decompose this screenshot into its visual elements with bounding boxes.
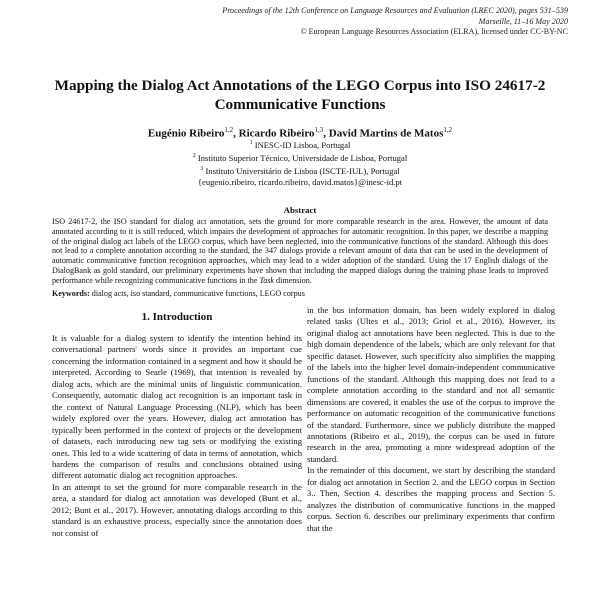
header-line-3: © European Language Resources Association (ELRA), licensed under CC-BY-NC	[300, 27, 568, 37]
affiliation-line	[30, 151, 570, 164]
header-line-1: Proceedings of the 12th Conference on Language Resources and Evaluation (LREC 2020), pages 531–539	[222, 6, 568, 15]
author-separator: ,	[233, 127, 239, 140]
paragraph: in the bus information domain, has been widely explored in dialog related tasks (Ultes et al., 2013; Griol et al., 2016). However, its original dialog act annotations have been neglected. This is due to the high domain dependence of the labels, which are only relevant for that specific dataset. However, such specificity also simplifies the mapping of the labels into the higher level domain-independent communicative functions of the standard. Although this mapping does not lead to a complete annotation according to the standard and not all semantic dimensions are covered, it enables the use of the corpus to improve the performance on automatic recognition of the communicative functions of the standard. Furthermore, since we publicly distribute the mapped annotations (Ribeiro et al., 2019), the corpus can be used in future research in the area, promoting a more widespread adoption of the standard.	[307, 305, 555, 464]
paragraph: In the remainder of this document, we start by describing the standard for dialog act annotation in Section 2. and the LEGO corpus in Section 3.. Then, Section 4. describes the mapping process and Section 5. analyzes the distribution of communicative functions in the mapped corpus. Section 6. describes our preliminary experiments that confirm that the	[307, 465, 555, 533]
affiliations	[30, 138, 570, 189]
affiliation-sup: 2	[192, 153, 196, 160]
abstract-italic-term: Task	[259, 275, 274, 285]
affiliation-text: Instituto Superior Técnico, Universidade de Lisboa, Portugal	[197, 153, 408, 164]
author-affil-sup: 1,2	[443, 126, 453, 134]
header-line-2: Marseille, 11–16 May 2020	[478, 16, 568, 26]
left-column	[52, 333, 302, 539]
affiliation-sup: 3	[200, 166, 204, 173]
keywords-label: Keywords:	[52, 289, 90, 298]
keywords	[52, 289, 548, 299]
paragraph: In an attempt to set the ground for more comparable research in the area, a standard for dialog act annotation was developed (Bunt et al., 2012; Bunt et al., 2017). However, annotating dialogs according to this standard is an exhaustive process, especially since the annotation does not consist of	[52, 481, 302, 538]
author-name: Ricardo Ribeiro	[238, 127, 315, 140]
abstract-tail: dimension.	[274, 275, 312, 285]
abstract-text	[52, 217, 548, 286]
keywords-text: dialog acts, iso standard, communicative functions, LEGO corpus	[89, 289, 305, 298]
section-heading-introduction: 1. Introduction	[141, 311, 213, 323]
proceedings-header	[208, 6, 568, 38]
author-affil-sup: 1,3	[314, 126, 324, 134]
abstract-body: ISO 24617-2, the ISO standard for dialog act annotation, sets the ground for more comparable research in the area. However, the amount of data annotated according to it is still reduced, which impairs the development of approaches for automatic recognition. In this paper, we describe a mapping of the original dialog act labels of the LEGO corpus, which have been neglected, into the communicative functions of the standard. Although this does not lead to a complete annotation according to the standard, the 347 dialogs provide a relevant amount of data that can be used in the development of automatic communicative function recognition approaches, which may lead to a wider adoption of the standard. Using the 17 English dialogs of the DialogBank as gold standard, our preliminary experiments have shown that including the mapped dialogs during the training phase leads to improved performance while recognizing communicative functions in the	[52, 217, 548, 285]
author-emails: {eugenio.ribeiro, ricardo.ribeiro, david.matos}@inesc-id.pt	[197, 177, 403, 188]
paragraph: It is valuable for a dialog system to identify the intention behind its conversational partners' words since it provides an important cue concerning the information contained in a segment and how it should be interpreted. According to Searle (1969), that intention is revealed by dialog acts, which are the minimal units of linguistic communication. Consequently, automatic dialog act recognition is an important task in the context of Natural Language Processing (NLP), which has been widely explored over the years. However, dialog act annotation has typically been performed in the context of projects or the development of datasets, each introducing new tag sets or modifying the existing ones. This led to a wide scattering of data in terms of annotation, which hardens the comparison of results and conclusions obtained using different automatic dialog act recognition approaches.	[52, 333, 302, 481]
paper-title: Mapping the Dialog Act Annotations of the LEGO Corpus into ISO 24617-2 Communicative Functions	[54, 77, 546, 113]
affiliation-line	[30, 138, 570, 151]
affiliation-text: Instituto Universitário de Lisboa (ISCTE-IUL), Portugal	[205, 166, 400, 177]
affiliation-line	[30, 164, 570, 177]
author-name: Eugénio Ribeiro	[147, 127, 225, 140]
author-name: David Martins de Matos	[328, 127, 444, 140]
affiliation-sup: 1	[249, 140, 253, 146]
affiliation-text: INESC-ID Lisboa, Portugal	[254, 139, 351, 150]
abstract-heading: Abstract	[283, 205, 317, 215]
author-affil-sup: 1,2	[224, 126, 234, 134]
author-separator: ,	[323, 127, 329, 140]
right-column	[307, 305, 555, 534]
